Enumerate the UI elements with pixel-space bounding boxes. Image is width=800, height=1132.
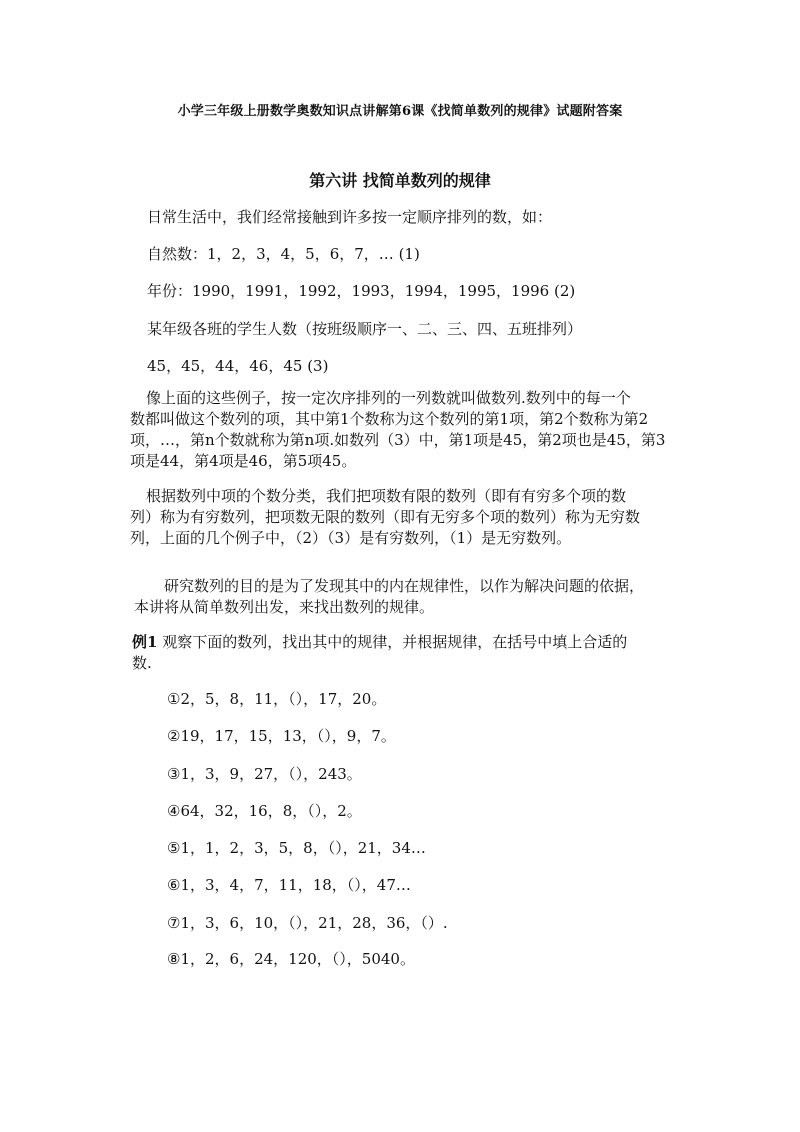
classification-line: 根据数列中项的个数分类，我们把项数有限的数列（即有有穷多个项的数: [146, 487, 627, 505]
definition-line: 项，…，第n个数就称为第n项.如数列（3）中，第1项是45，第2项也是45，第3: [130, 431, 666, 449]
classification-line: 列）称为有穷数列，把项数无限的数列（即有无穷多个项的数列）称为无穷数: [130, 508, 641, 526]
example-class-sizes-desc: 某年级各班的学生人数（按班级顺序一、二、三、四、五班排列）: [147, 320, 583, 338]
definition-line: 像上面的这些例子，按一定次序排列的一列数就叫做数列.数列中的每一个: [146, 389, 631, 407]
sequence-item: ④64，32，16，8，（），2。: [167, 802, 362, 820]
example1-text: 观察下面的数列，找出其中的规律，并根据规律，在括号中填上合适的: [157, 633, 628, 651]
example-years: 年份：1990，1991，1992，1993，1994，1995，1996 (2): [147, 282, 576, 300]
example1-block: [132, 632, 627, 674]
sequence-item: ⑦1，3，6，10，（），21，28，36，（）.: [167, 914, 448, 932]
sequence-item: ③1，3，9，27，（），243。: [167, 765, 362, 783]
sequence-item: ⑧1，2，6，24，120，（），5040。: [167, 950, 415, 968]
sequence-item: ⑥1，3，4，7，11，18，（），47…: [167, 876, 411, 894]
purpose-paragraph: [134, 576, 644, 618]
sequence-item: ⑤1，1，2，3，5，8，（），21，34…: [167, 839, 426, 857]
purpose-line: 本讲将从简单数列出发，来找出数列的规律。: [134, 598, 435, 616]
sequence-item: ①2，5，8，11，（），17，20。: [167, 690, 387, 708]
definition-line: 数都叫做这个数列的项，其中第1个数称为这个数列的第1项，第2个数称为第2: [130, 410, 649, 428]
definition-paragraph: [130, 388, 665, 472]
example1-line2: 数.: [132, 654, 152, 672]
intro-text: 日常生活中，我们经常接触到许多按一定顺序排列的数，如：: [147, 208, 553, 226]
example-natural-numbers: 自然数：1，2，3，4，5，6，7，… (1): [147, 245, 420, 263]
sequence-item: ②19，17，15，13，（），9，7。: [167, 727, 396, 745]
example1-label: 例1: [132, 633, 158, 651]
classification-line: 列，上面的几个例子中，（2）（3）是有穷数列，（1）是无穷数列。: [130, 529, 572, 547]
example1-line1: [132, 632, 627, 653]
purpose-line: 研究数列的目的是为了发现其中的内在规律性，以作为解决问题的依据，: [164, 577, 645, 595]
lecture-title: 第六讲 找简单数列的规律: [309, 171, 491, 190]
classification-paragraph: [130, 486, 640, 549]
document-title: 小学三年级上册数学奥数知识点讲解第6课《找简单数列的规律》试题附答案: [177, 104, 623, 119]
definition-line: 项是44，第4项是46，第5项45。: [130, 452, 357, 470]
example-class-sizes: 45，45，44，46，45 (3): [147, 357, 329, 375]
